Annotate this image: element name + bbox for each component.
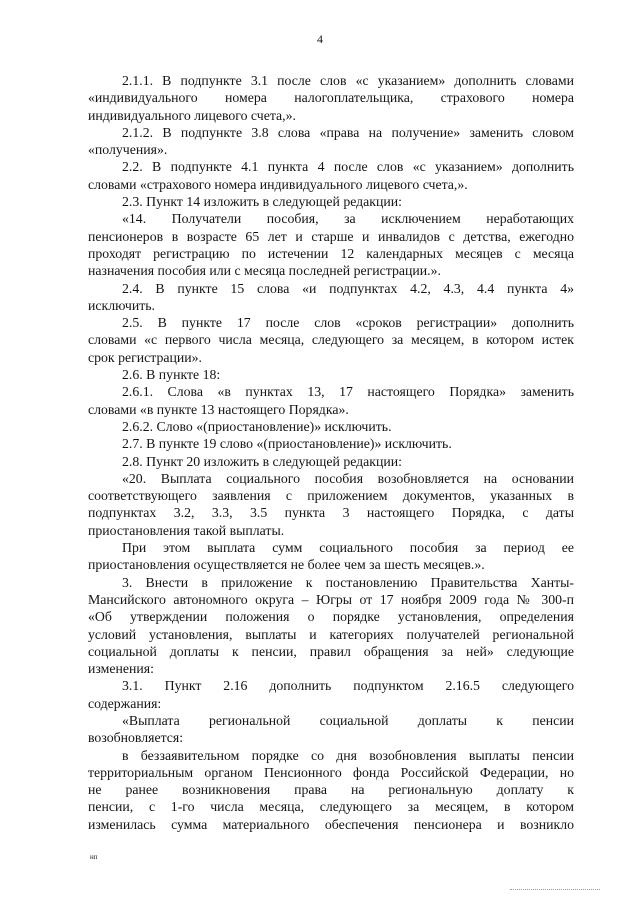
text-line: 2.1.1. В подпункте 3.1 после слов «с указанием» дополнить словами (122, 73, 574, 88)
text-line: соответствующего заявления с приложением документов, указанных в (88, 488, 574, 504)
text-line: 2.6.2. Слово «(приостановление)» исключить. (122, 418, 392, 434)
text-line: Мансийского автономного округа – Югры от 17 ноября 2009 года № 300-п (88, 591, 574, 607)
text-line: 3. Внести в приложение к постановлению Правительства Ханты- (122, 574, 574, 590)
text-line: 3.1. Пункт 2.16 дополнить подпунктом 2.16.5 следующего (122, 678, 574, 694)
text-line: пенсионеров в возрасте 65 лет и старше и инвалидов с детства, ежегодно (88, 228, 574, 244)
text-line: «20. Выплата социального пособия возобновляется на основании (122, 470, 574, 486)
page-number: 4 (317, 32, 323, 46)
text-line: возобновляется: (88, 730, 184, 746)
text-line: словами «с первого числа месяца, следующего за месяцем, в котором истек (88, 332, 574, 348)
text-line: исключить. (88, 297, 155, 313)
text-line: 2.8. Пункт 20 изложить в следующей редакции: (122, 453, 402, 469)
text-line: подпунктах 3.2, 3.3, 3.5 пункта 3 настоящего Порядка, с даты (88, 505, 574, 521)
text-line: «получения». (88, 142, 168, 158)
text-line: 2.3. Пункт 14 изложить в следующей редакции: (122, 194, 402, 210)
text-line: словами «в пункте 13 настоящего Порядка». (88, 401, 349, 417)
text-line: «Выплата региональной социальной доплаты к пенсии (122, 712, 574, 728)
text-line: проходят регистрацию по истечении 12 календарных месяцев с месяца (88, 245, 574, 261)
text-line: пенсии, с 1-го числа месяца, следующего за месяцем, в котором (88, 799, 574, 815)
text-line: приостановления осуществляется не более чем за шесть месяцев.». (88, 557, 485, 573)
text-line: 2.6.1. Слова «в пунктах 13, 17 настоящего Порядка» заменить (122, 384, 574, 400)
text-line: назначения пособия или с месяца последней регистрации.». (88, 263, 441, 279)
document-body (88, 72, 574, 833)
text-line: «Об утверждении положения о порядке установления, определения (88, 609, 574, 625)
text-line: 2.6. В пункте 18: (122, 367, 221, 383)
text-line: содержания: (88, 695, 162, 711)
text-line: «индивидуального номера налогоплательщика, страхового номера (88, 90, 574, 106)
text-line: словами «страхового номера индивидуального лицевого счета,». (88, 176, 468, 192)
footer-mark: нп (90, 853, 98, 861)
text-line: изменилась сумма материального обеспечения пенсионера и возникло (88, 816, 574, 832)
text-line: 2.2. В подпункте 4.1 пункта 4 после слов «с указанием» дополнить (122, 159, 574, 175)
text-line: «14. Получатели пособия, за исключением неработающих (122, 211, 574, 227)
text-line: 2.4. В пункте 15 слова «и подпунктах 4.2, 4.3, 4.4 пункта 4» (122, 280, 574, 296)
text-line: 2.7. В пункте 19 слово «(приостановление)» исключить. (122, 436, 452, 452)
text-line: не ранее возникновения права на региональную доплату к (88, 782, 574, 798)
text-line: в беззаявительном порядке со дня возобновления выплаты пенсии (122, 747, 574, 763)
scan-edge-artifact (510, 889, 600, 891)
text-line: условий установления, выплаты и категориях получателей региональной (88, 626, 574, 642)
text-line: территориальным органом Пенсионного фонда Российской Федерации, но (88, 764, 574, 780)
text-line: индивидуального лицевого счета,». (88, 107, 296, 123)
text-line: 2.5. В пункте 17 после слов «сроков регистрации» дополнить (122, 315, 574, 331)
text-line: 2.1.2. В подпункте 3.8 слова «права на получение» заменить словом (122, 124, 574, 140)
text-line: изменения: (88, 661, 154, 677)
text-line: приостановления такой выплаты. (88, 522, 285, 538)
text-line: При этом выплата сумм социального пособия за период ее (122, 540, 574, 556)
text-line: срок регистрации». (88, 349, 202, 365)
text-line: социальной доплаты к пенсии, правил обращения за ней» следующие (88, 643, 574, 659)
